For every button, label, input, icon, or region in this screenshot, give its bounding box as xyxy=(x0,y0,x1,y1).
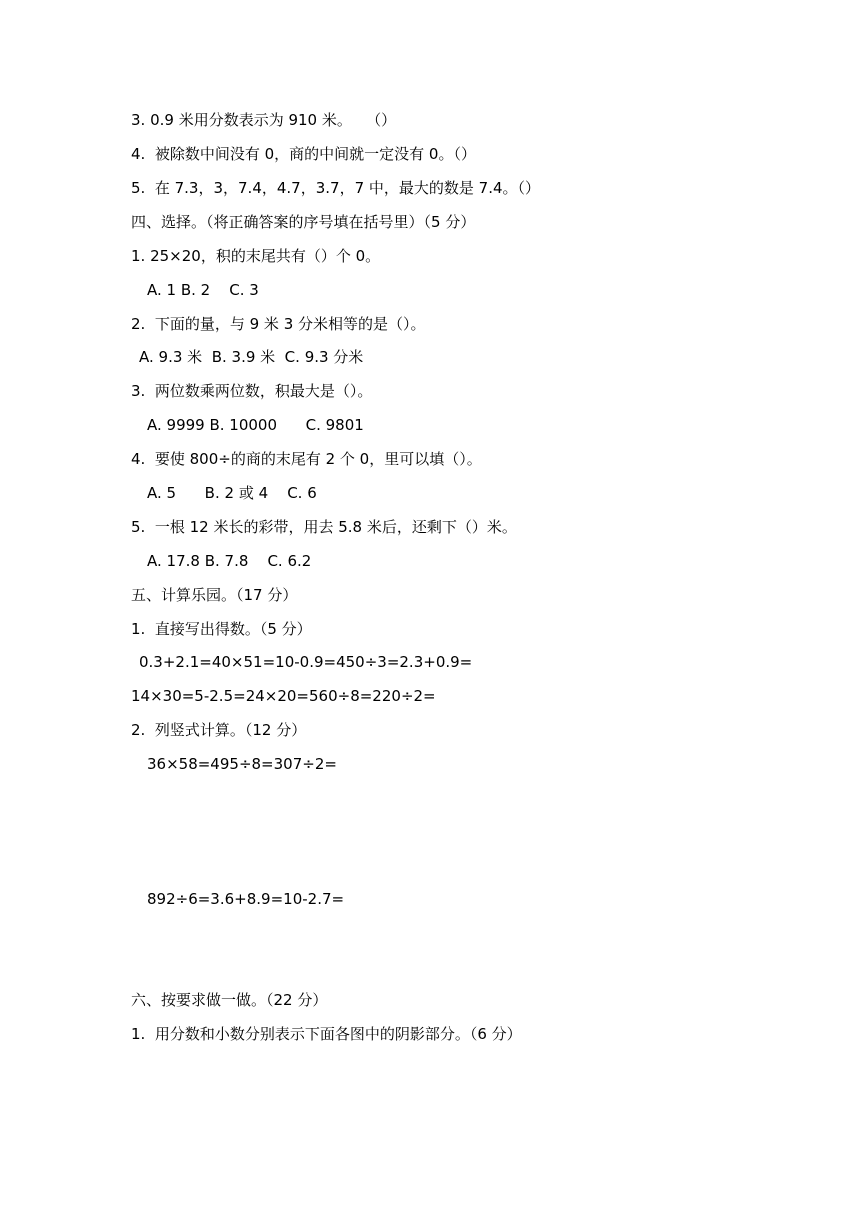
judge-question-4: 4. 被除数中间没有 0，商的中间就一定没有 0。（） xyxy=(131,145,476,163)
section-4-heading: 四、选择。（将正确答案的序号填在括号里）（5 分） xyxy=(131,213,476,231)
judge-question-3: 3. 0.9 米用分数表示为 910 米。 （） xyxy=(131,111,397,129)
choice-question-3: 3. 两位数乘两位数，积最大是（）。 xyxy=(131,382,373,400)
choice-question-2-options: A. 9.3 米 B. 3.9 米 C. 9.3 分米 xyxy=(139,348,364,366)
choice-question-1-options: A. 1 B. 2 C. 3 xyxy=(147,281,259,299)
choice-question-5: 5. 一根 12 米长的彩带，用去 5.8 米后，还剩下（）米。 xyxy=(131,518,517,536)
calc-part-2-row-1: 36×58=495÷8=307÷2= xyxy=(147,755,337,773)
choice-question-3-options: A. 9999 B. 10000 C. 9801 xyxy=(147,416,364,434)
section-6-heading: 六、按要求做一做。（22 分） xyxy=(131,991,328,1009)
task-question-1: 1. 用分数和小数分别表示下面各图中的阴影部分。（6 分） xyxy=(131,1025,522,1043)
calc-part-2-row-2: 892÷6=3.6+8.9=10-2.7= xyxy=(147,890,345,908)
calc-part-1-title: 1. 直接写出得数。（5 分） xyxy=(131,620,312,638)
choice-question-4-options: A. 5 B. 2 或 4 C. 6 xyxy=(147,484,317,502)
choice-question-5-options: A. 17.8 B. 7.8 C. 6.2 xyxy=(147,552,312,570)
judge-question-5: 5. 在 7.3，3，7.4，4.7，3.7，7 中，最大的数是 7.4。（） xyxy=(131,179,541,197)
calc-part-1-row-2: 14×30=5-2.5=24×20=560÷8=220÷2= xyxy=(131,687,436,705)
section-5-heading: 五、计算乐园。（17 分） xyxy=(131,586,298,604)
choice-question-1: 1. 25×20，积的末尾共有（）个 0。 xyxy=(131,247,381,265)
calc-part-1-row-1: 0.3+2.1=40×51=10-0.9=450÷3=2.3+0.9= xyxy=(139,653,473,671)
choice-question-2: 2. 下面的量，与 9 米 3 分米相等的是（）。 xyxy=(131,315,426,333)
calc-part-2-title: 2. 列竖式计算。（12 分） xyxy=(131,721,307,739)
choice-question-4: 4. 要使 800÷的商的末尾有 2 个 0，里可以填（）。 xyxy=(131,450,482,468)
